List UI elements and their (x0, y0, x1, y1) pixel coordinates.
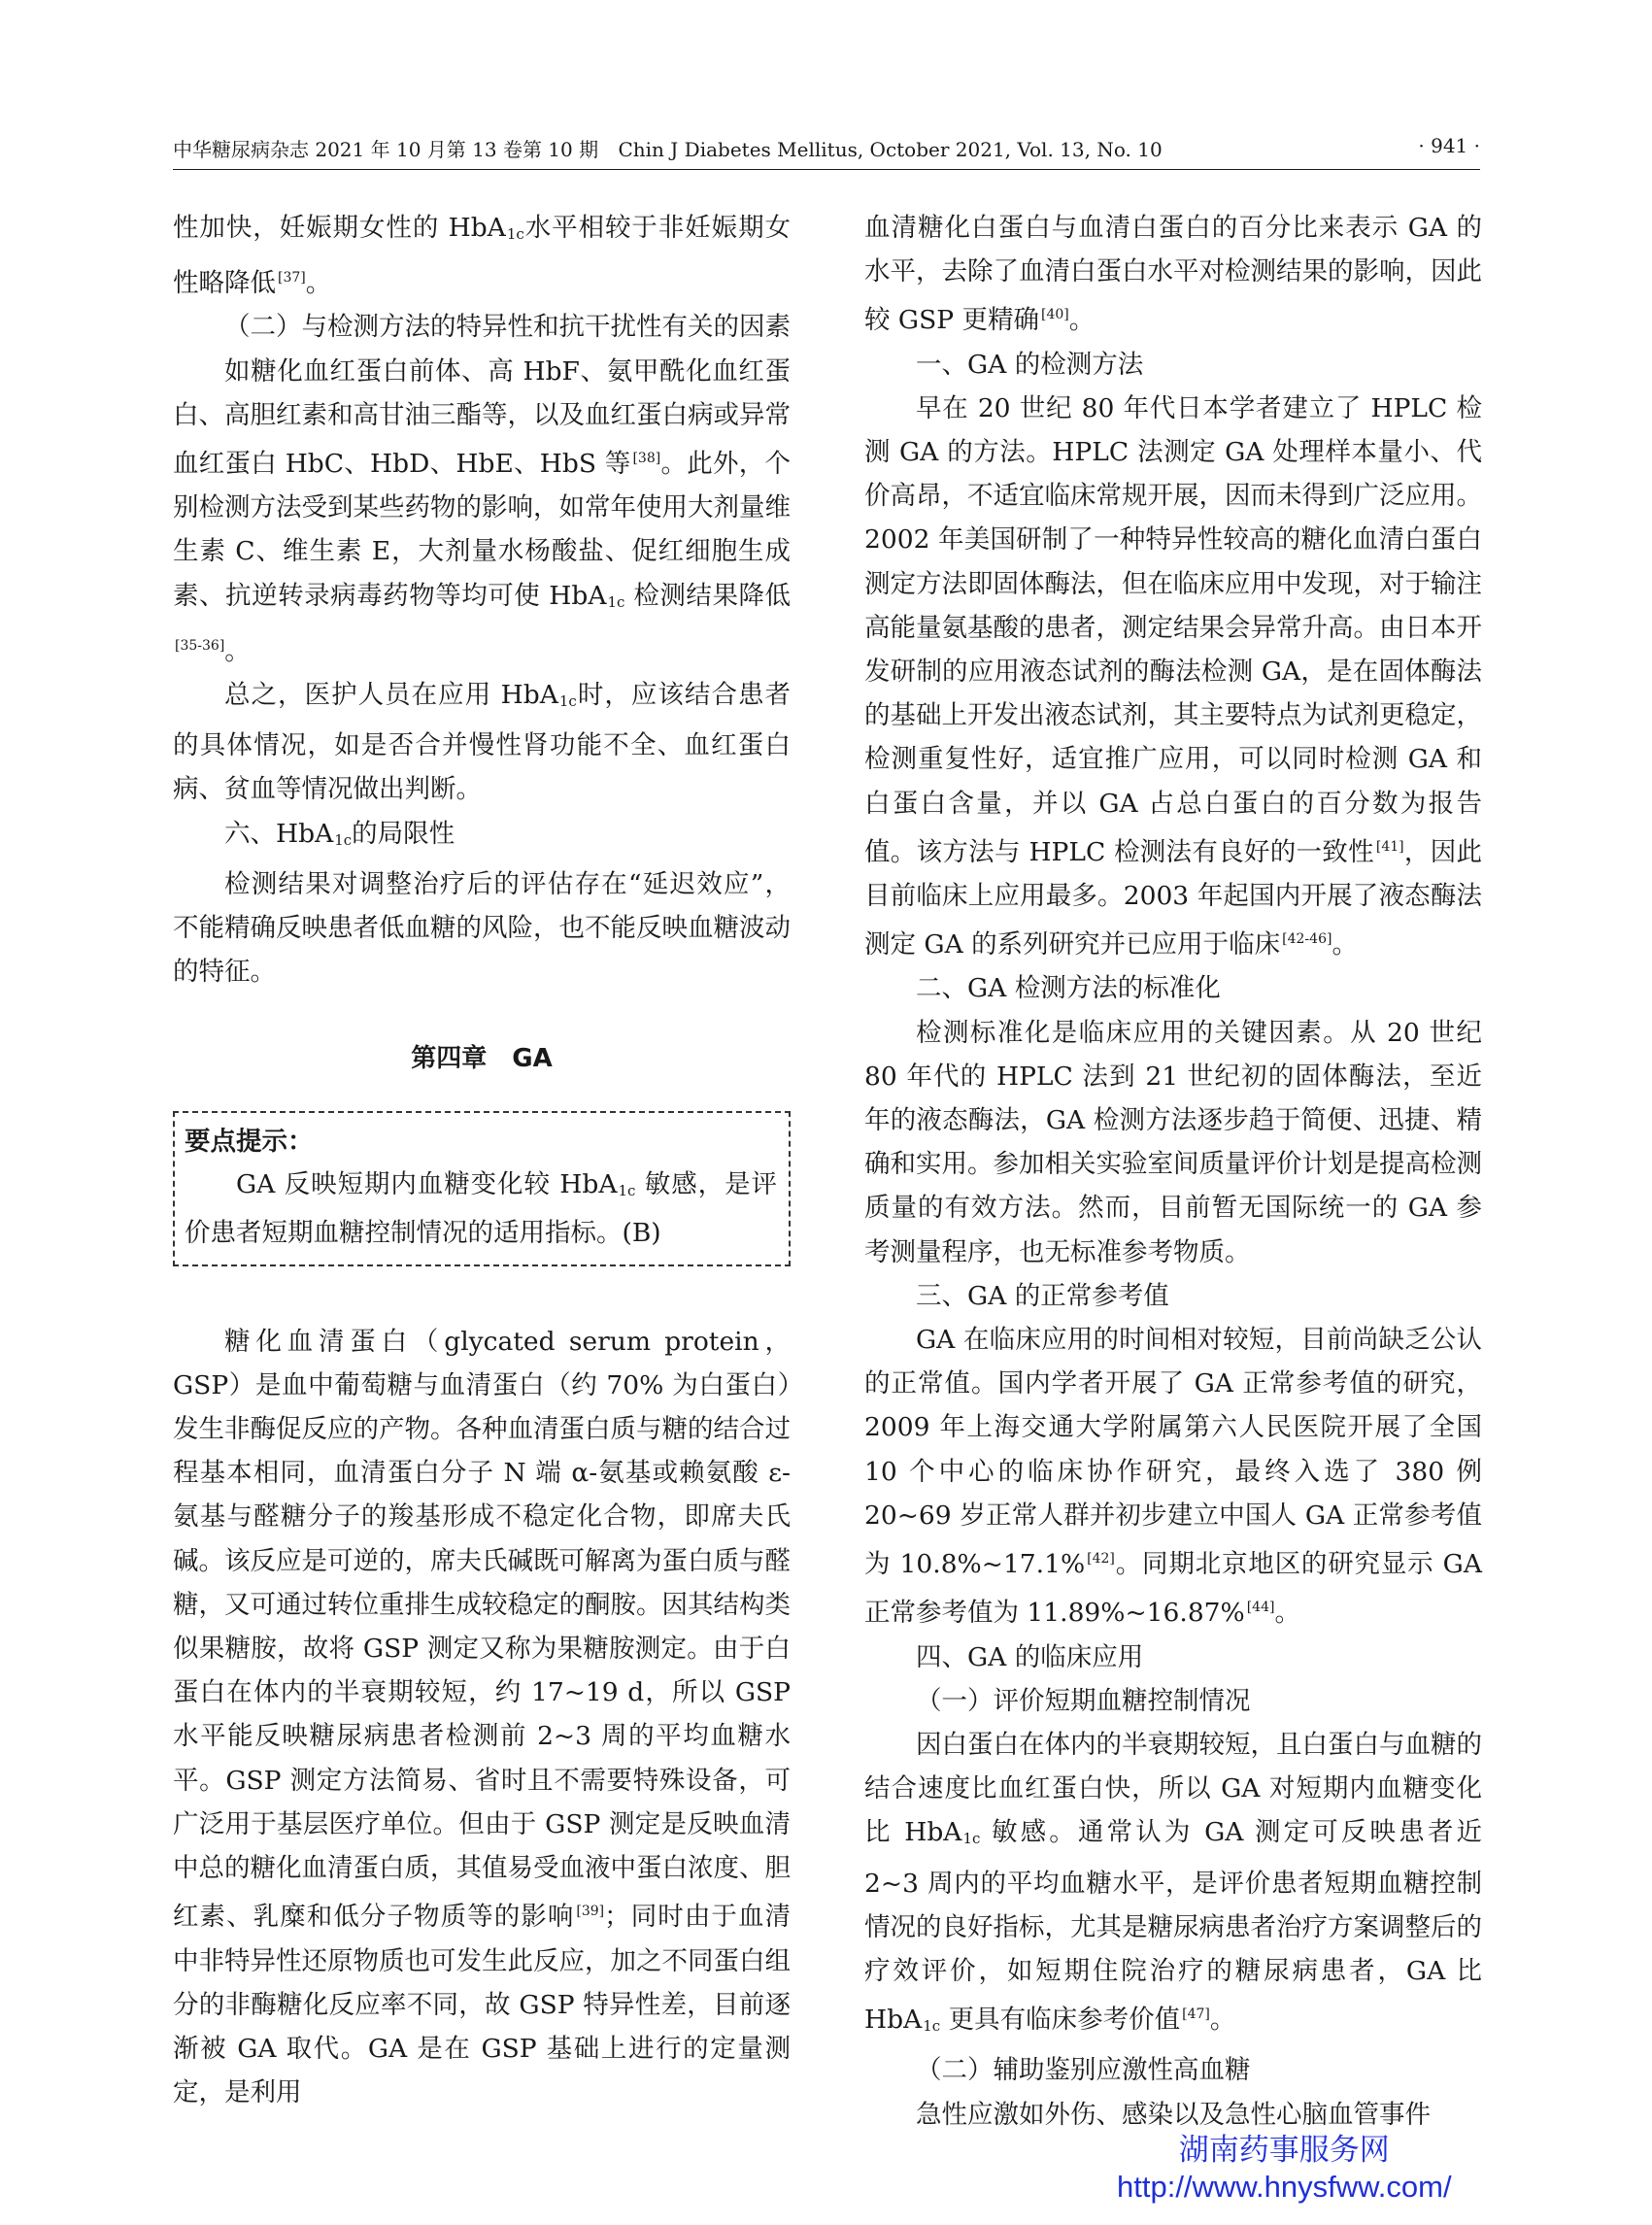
citation: [47] (1182, 2006, 1210, 2023)
key-points-title: 要点提示： (185, 1126, 314, 1157)
subsection-heading: （一）评价短期血糖控制情况 (916, 1685, 1251, 1716)
citation: [42-46] (1282, 931, 1332, 948)
citation: [35-36] (175, 637, 225, 654)
citation: [39] (576, 1904, 605, 1920)
paragraph: 因白蛋白在体内的半衰期较短，且白蛋白与血糖的结合速度比血红蛋白快，所以 GA 对短期内血糖变化比 HbA$_{1c}$ 敏感。通常认为 GA 测定可反映患者近 2~3 周内的平均血糖水平，是评价患者短期血糖控制情况的良好指标，尤其是糖尿病患者治疗方案调整后的疗效评价，如短期住院治疗的糖尿病患者，GA 比 HbA$_{1c}$ 更具有临床参考价值 [47]。 (864, 1729, 1482, 2036)
paragraph: 性加快，妊娠期女性的 HbA$_{1c}$水平相较于非妊娠期女性略降低 [37]。 (173, 213, 792, 299)
header-divider (173, 169, 1480, 170)
paragraph: 检测结果对调整治疗后的评估存在“延迟效应”，不能精确反映患者低血糖的风险，也不能反映血糖波动的特征。 (173, 868, 791, 988)
section-heading: （二）与检测方法的特异性和抗干扰性有关的因素 (224, 312, 791, 343)
page-number: · 941 · (1418, 134, 1480, 157)
journal-info (173, 134, 1176, 162)
paragraph: 早在 20 世纪 80 年代日本学者建立了 HPLC 检测 GA 的方法。HPLC 法测定 GA 处理样本量小、代价高昂，不适宜临床常规开展，因而未得到广泛应用。2002 年美国研制了一种特异性较高的糖化血清白蛋白测定方法即固体酶法，但在临床应用中发现，对于输注高能量氨基酸的患者，测定结果会异常升高。由日本开发研制的应用液态试剂的酶法检测 GA，是在固体酶法的基础上开发出液态试剂，其主要特点为试剂更稳定，检测重复性好，适宜推广应用，可以同时检测 GA 和白蛋白含量，并以 GA 占总白蛋白的百分数为报告值。该方法与 HPLC 检测法有良好的一致性 [41]，因此目前临床上应用最多。2003 年起国内开展了液态酶法测定 GA 的系列研究并已应用于临床 [42-46]。 (864, 392, 1482, 961)
paragraph: 血清糖化白蛋白与血清白蛋白的百分比来表示 GA 的水平，去除了血清白蛋白水平对检测结果的影响，因此较 GSP 更精确 [40]。 (864, 213, 1482, 336)
paragraph: 总之，医护人员在应用 HbA$_{1c}$时，应该结合患者的具体情况，如是否合并慢性肾功能不全、血红蛋白病、贫血等情况做出判断。 (173, 680, 791, 805)
journal-title-en: Chin J Diabetes Mellitus, October 2021, Vol. 13, No. 10 (618, 138, 1163, 161)
section-heading: 三、GA 的正常参考值 (916, 1280, 1169, 1311)
paragraph: GA 在临床应用的时间相对较短，目前尚缺乏公认的正常值。国内学者开展了 GA 正常参考值的研究，2009 年上海交通大学附属第六人民医院开展了全国 10 个中心的临床协作研究，最终入选了 380 例 20~69 岁正常人群并初步建立中国人 GA 正常参考值为 10.8%~17.1% [42]。同期北京地区的研究显示 GA 正常参考值为 11.89%~16.87% [44]。 (864, 1325, 1482, 1629)
right-column (864, 206, 1482, 2137)
paragraph: 检测标准化是临床应用的关键因素。从 20 世纪 80 年代的 HPLC 法到 21 世纪初的固体酶法，至近年的液态酶法，GA 检测方法逐步趋于简便、迅捷、精确和实用。参加相关实验室间质量评价计划是提高检测质量的有效方法。然而，目前暂无国际统一的 GA 参考测量程序，也无标准参考物质。 (864, 1017, 1482, 1267)
key-points-box (173, 1111, 791, 1266)
section-heading: 二、GA 检测方法的标准化 (916, 973, 1221, 1004)
chapter-title: 第四章 GA (411, 1044, 553, 1074)
citation: [44] (1246, 1600, 1275, 1616)
paragraph: 糖化血清蛋白（glycated serum protein，GSP）是血中葡萄糖与血清蛋白（约 70% 为白蛋白）发生非酶促反应的产物。各种血清蛋白质与糖的结合过程基本相同，血清蛋白分子 N 端 α-氨基或赖氨酸 ε-氨基与醛糖分子的羧基形成不稳定化合物，即席夫氏碱。该反应是可逆的，席夫氏碱既可解离为蛋白质与醛糖，又可通过转位重排生成较稳定的酮胺。因其结构类似果糖胺，故将 GSP 测定又称为果糖胺测定。由于白蛋白在体内的半衰期较短，约 17~19 d，所以 GSP 水平能反映糖尿病患者检测前 2~3 周的平均血糖水平。GSP 测定方法简易、省时且不需要特殊设备，可广泛用于基层医疗单位。但由于 GSP 测定是反映血清中总的糖化血清蛋白质，其值易受血液中蛋白浓度、胆红素、乳糜和低分子物质等的影响 [39]；同时由于血清中非特异性还原物质也可发生此反应，加之不同蛋白组分的非酶糖化反应率不同，故 GSP 特异性差，目前逐渐被 GA 取代。GA 是在 GSP 基础上进行的定量测定，是利用 (173, 1326, 792, 2108)
journal-title-cn: 中华糖尿病杂志 2021 年 10 月第 13 卷第 10 期 (173, 138, 599, 161)
citation: [41] (1375, 838, 1404, 855)
citation: [40] (1041, 307, 1069, 323)
section-heading: 六、HbA$_{1c}$的局限性 (224, 818, 455, 849)
subsection-heading: （二）辅助鉴别应激性高血糖 (916, 2055, 1251, 2086)
citation: [38] (632, 451, 661, 467)
section-heading: 一、GA 的检测方法 (916, 349, 1144, 380)
paragraph: 急性应激如外伤、感染以及急性心脑血管事件 (916, 2099, 1431, 2130)
citation: [42] (1087, 1551, 1115, 1568)
watermark-url: http://www.hnysfww.com/ (1117, 2170, 1452, 2204)
watermark-name: 湖南药事服务网 (1178, 2133, 1390, 2167)
watermark (1117, 2132, 1452, 2206)
section-heading: 四、GA 的临床应用 (916, 1641, 1144, 1672)
paragraph: 如糖化血红蛋白前体、高 HbF、氨甲酰化血红蛋白、高胆红素和高甘油三酯等，以及血红蛋白病或异常血红蛋白 HbC、HbD、HbE、HbS 等 [38]。此外，个别检测方法受到某些药物的影响，如常年使用大剂量维生素 C、维生素 E，大剂量水杨酸盐、促红细胞生成素、抗逆转录病毒药物等均可使 HbA$_{1c}$ 检测结果降低[35-36]。 (173, 355, 791, 666)
running-header (173, 134, 1480, 162)
left-column (173, 206, 791, 2114)
key-points-text: GA 反映短期内血糖变化较 HbA$_{1c}$ 敏感，是评价患者短期血糖控制情况的适用指标。(B) (185, 1168, 777, 1248)
citation: [37] (278, 270, 306, 287)
